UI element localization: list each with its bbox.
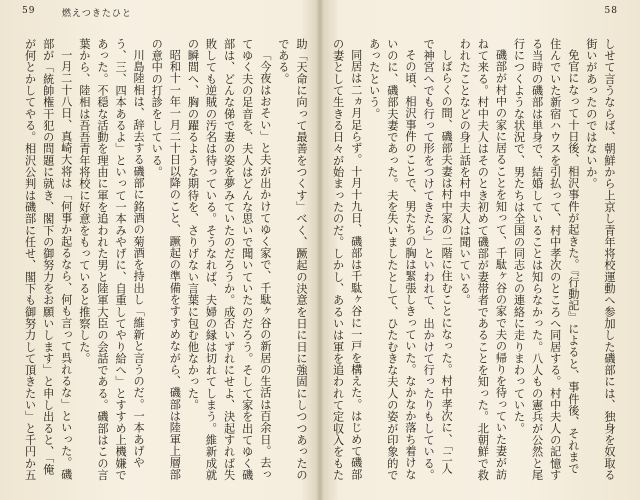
paragraph: しせて言うならば、朝鮮から上京し青年将校運動へ参加した磯部には、独身を奴取る街いがあったのではないか。 [584,38,616,481]
running-title: 燃えつきたひと [62,9,132,19]
paragraph: しばらくの間、磯部夫妻は村中家の二階に住むことになった。村中孝次に、「二人で神宮へでも行って形をつけてきたら」といわれて、出かけて行ったりもしている。 [422,38,454,481]
left-page [0,0,318,500]
paragraph: 「今夜はおそい」と夫が出かけてゆく家で、千駄ヶ谷の新居の生活は百余日。去ってゆく夫の足音を、夫人はどんな思いで聞いていたのだろう。そして家を出てゆく磯部は、どんな俤で妻の姿を夢みていたのだろうか。成否いずれにせよ、決起すれば失敗しても逆賊の汚名は待っている。そうなれば、夫婦の縁は切れてしまう。維新成就の瞬間へ、胸の躍るような期待を、さりげない言葉に包む他なかった。 [186,38,272,481]
right-page-number: 58 [604,6,618,16]
right-page-body [332,38,618,486]
paragraph: 免官になって十日後、相沢事件が起きた。『行動記』によると、事件後、それまで住んでいた新宿ハウスを引払って、村中孝次のところへ同居する。村中夫人の記憶する当時の磯部は単身で、結婚していることは知らなかった。八人もの憲兵が公然と尾行につくような状況で、男たちは全国の同志との連絡に走りまわっていた。 [512,38,580,481]
paragraph: その頃、相沢事件のことで、男たちの胸は緊張しきっていた。なかなか落ち着けないのに、磯部夫妻であった。夫を失いましたとして、ひたむきな夫人の姿が印象的であったという。 [367,38,417,481]
paragraph: 川島陸相は、辞去する磯部に銘酒の菊酒を持出し「維新と言うのだ。一本あげやう、三、四本あるよ」といって一本みやげに、自重してやり給へ」とすすめ上機嫌であった。不穏な活動を理由に軍を追われた男と陸軍大臣の会話である。磯部はこの言葉から、陸相は吾吾青年将校に好意をもっていると推察した。 [77,38,146,481]
paragraph: 磯部が村中の家に居ることを知って、千駄ヶ谷の家で夫の帰りを待っていた妻が訪ねて来る。村中夫人はそのとき初めて磯部が妻帯者であることを知った。北朝鮮で救われたことなどの身上話を村中夫人は聞いている。 [458,38,508,481]
left-page-number: 59 [22,6,36,16]
paragraph: 昭和十一年一月二十日以降のこと、蹶起の準備をすすめながら、磯部は陸軍上層部の意中の打診をしている。 [150,38,182,481]
paragraph: 同居は二ヵ月足らず。十月十九日、磯部は千駄ヶ谷に一戸を構えた。はじめて磯部の妻として生きる日々が始まったのだ。しかし、あるいは軍を追われて定収入をもた [332,38,363,481]
left-page-body [22,38,310,486]
paragraph: 助「天命に向って最善をつくす」べく、蹶起の決意を日に日に強固にしつつあったのである。 [276,38,308,481]
right-page [322,0,640,500]
paragraph: 一月二十八日、真崎大将は「何事か起るなら、何も言って呉れるな」といった。磯部が「統帥権干犯の問題に就き、閣下の御努力をお願いします」と申し出ると、「俺が何とかしてやる。相沢公判は磯部に任せ、閣下も御努力して頂きたい」と千円か五 [23,38,73,481]
